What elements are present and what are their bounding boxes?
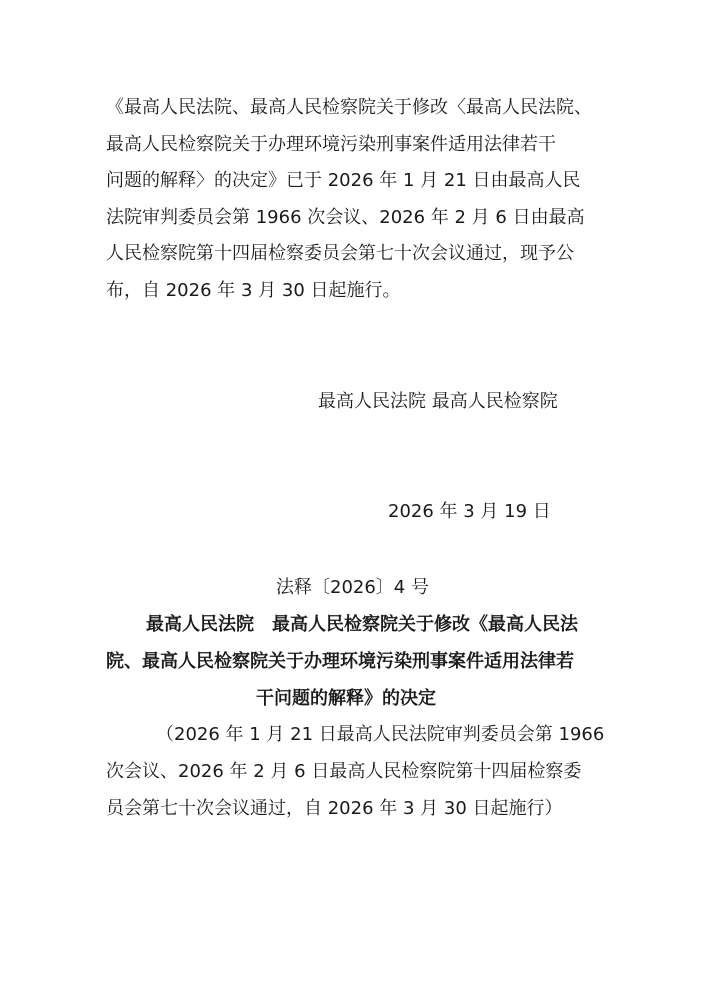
announcement-line: 法院审判委员会第 1966 次会议、2026 年 2 月 6 日由最高 [106, 207, 585, 228]
title-line: 最高人民法院 最高人民检察院关于修改《最高人民法 [146, 614, 578, 635]
announcement-line: 人民检察院第十四届检察委员会第七十次会议通过，现予公 [106, 243, 574, 264]
subtitle-line: 次会议、2026 年 2 月 6 日最高人民检察院第十四届检察委 [106, 761, 582, 782]
announcement-line: 布，自 2026 年 3 月 30 日起施行。 [106, 280, 401, 301]
announcement-line: 问题的解释〉的决定》已于 2026 年 1 月 21 日由最高人民 [106, 170, 581, 191]
signature-date: 2026 年 3 月 19 日 [388, 501, 551, 522]
document-number: 法释〔2026〕4 号 [276, 577, 429, 598]
announcement-line: 《最高人民法院、最高人民检察院关于修改〈最高人民法院、 [106, 97, 592, 118]
subtitle-line: （2026 年 1 月 21 日最高人民法院审判委员会第 1966 [156, 724, 605, 745]
title-line: 院、最高人民检察院关于办理环境污染刑事案件适用法律若 [106, 651, 574, 672]
announcement-line: 最高人民检察院关于办理环境污染刑事案件适用法律若干 [106, 134, 556, 155]
title-line: 干问题的解释》的决定 [256, 688, 436, 709]
signature-organizations: 最高人民法院 最高人民检察院 [318, 391, 558, 412]
subtitle-line: 员会第七十次会议通过，自 2026 年 3 月 30 日起施行） [106, 798, 563, 819]
